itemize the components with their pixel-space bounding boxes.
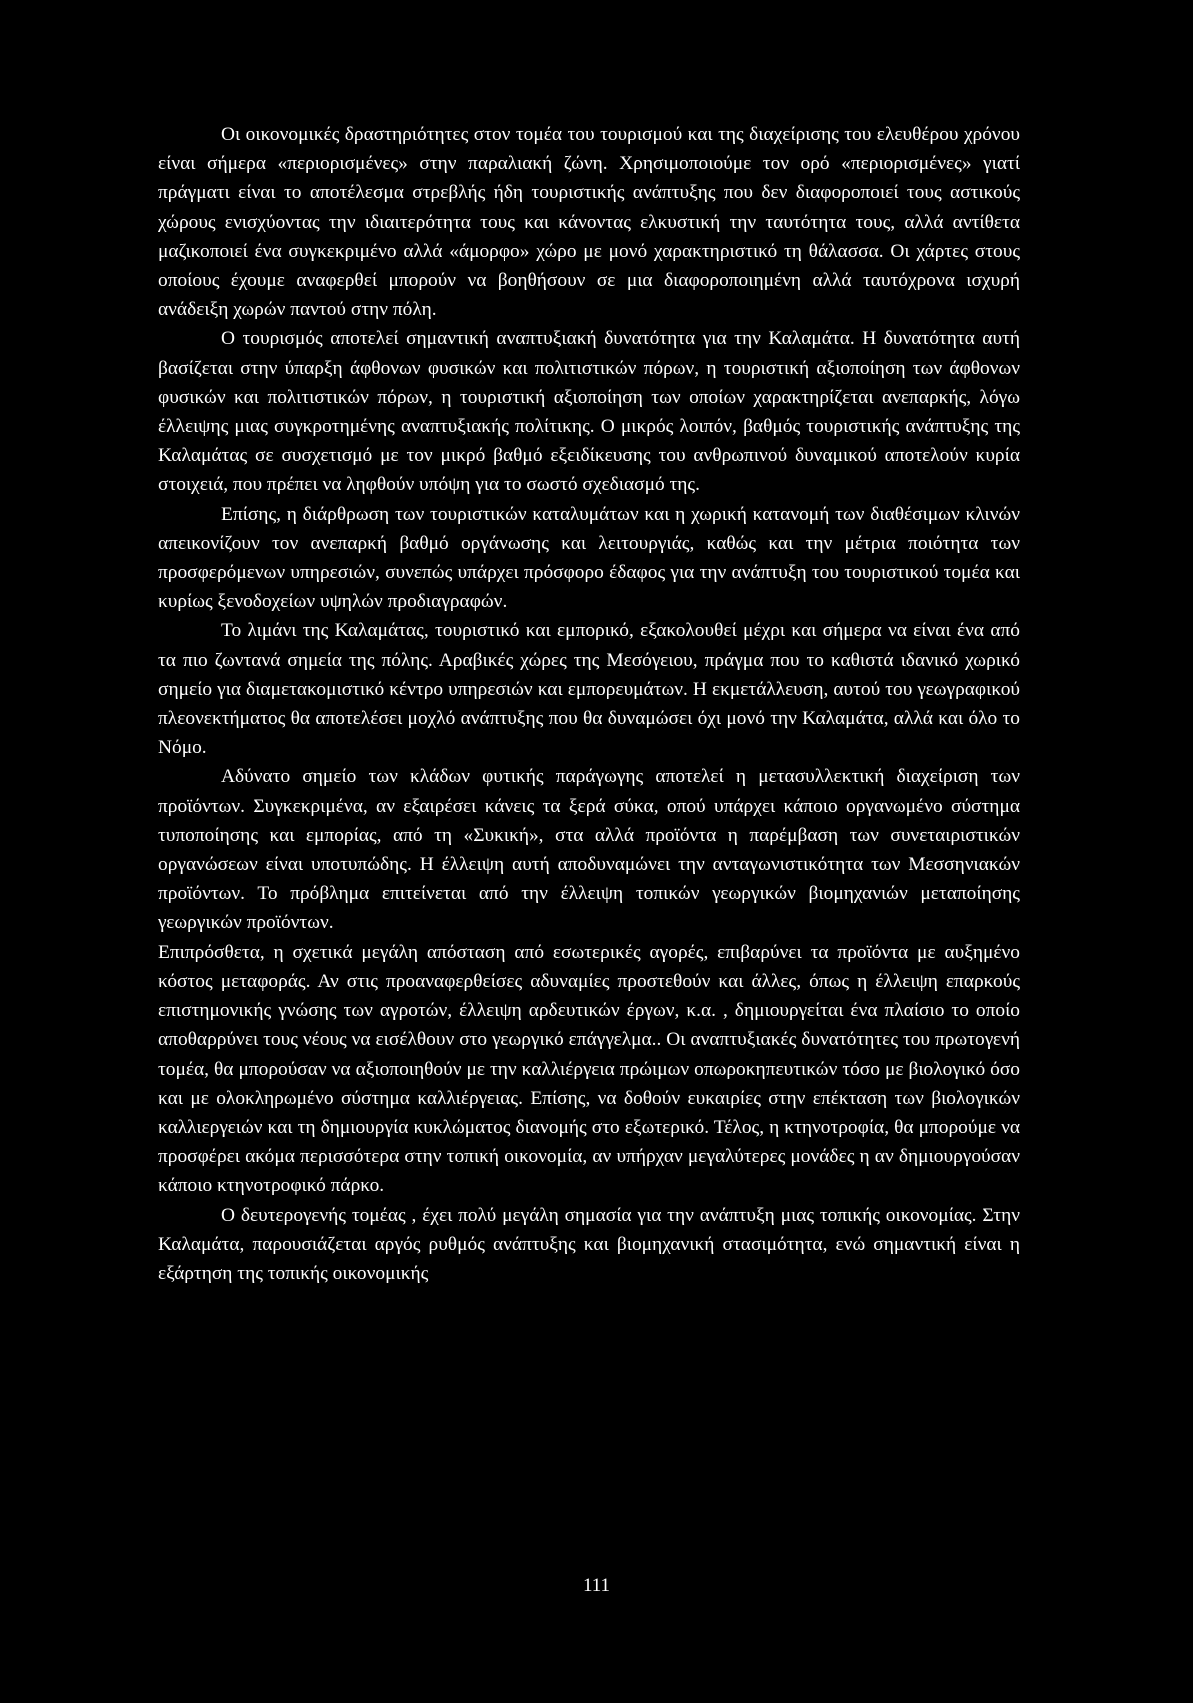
paragraph-additional-weaknesses: Επιπρόσθετα, η σχετικά μεγάλη απόσταση από εσωτερικές αγορές, επιβαρύνει τα προϊόντα με αυξημένο κόστος μεταφοράς. Αν στις προαναφερθείσες αδυναμίες προστεθούν και άλλες, όπως η έλλειψη επαρκούς επιστημονικής γνώσης των αγροτών, έλλειψη αρδευτικών έργων, κ.α. , δημιουργείται ένα πλαίσιο το οποίο αποθαρρύνει τους νέους να εισέλθουν στο γεωργικό επάγγελμα.. Οι αναπτυξιακές δυνατότητες του πρωτογενή τομέα, θα μπορούσαν να αξιοποιηθούν με την καλλιέργεια πρώιμων οπωροκηπευτικών τόσο με βιολογικό όσο και με ολοκληρωμένο σύστημα καλλιέργειας. Επίσης, να δοθούν ευκαιρίες στην επέκταση των βιολογικών καλλιεργειών και τη δημιουργία κυκλώματος διανομής στο εξωτερικό. Τέλος, η κτηνοτροφία, θα μπορούμε να προσφέρει ακόμα περισσότερα στην τοπική οικονομία, αν υπήρχαν μεγαλύτερες μονάδες η αν δημιουργούσαν κάποιο κτηνοτροφικό πάρκο. — [158, 941, 1020, 1197]
paragraph-tourism-activities: Οι οικονομικές δραστηριότητες στον τομέα του τουρισμού και της διαχείρισης του ελευθέρου χρόνου είναι σήμερα «περιορισμένες» στην παραλιακή ζώνη. Χρησιμοποιούμε τον ορό «περιορισμένες» γιατί πράγματι είναι το αποτέλεσμα στρεβλής ήδη τουριστικής ανάπτυξης που δεν διαφοροποιεί τους αστικούς χώρους ενισχύοντας την ιδιαιτερότητα τους και κάνοντας ελκυστική την ταυτότητα τους, αλλά αντίθετα μαζικοποιεί ένα συγκεκριμένο αλλά «άμορφο» χώρο με μονό χαρακτηριστικό τη θάλασσα. Οι χάρτες στους οποίους έχουμε αναφερθεί μπορούν να βοηθήσουν σε μια διαφοροποιημένη αλλά ταυτόχρονα ισχυρή ανάδειξη χωρών παντού στην πόλη. — [158, 124, 1020, 321]
document-body — [158, 120, 1020, 1288]
paragraph-tourism-potential: Ο τουρισμός αποτελεί σημαντική αναπτυξιακή δυνατότητα για την Καλαμάτα. Η δυνατότητα αυτή βασίζεται στην ύπαρξη άφθονων φυσικών και πολιτιστικών πόρων, η τουριστική αξιοποίηση των άφθονων φυσικών και πολιτιστικών πόρων, η τουριστική αξιοποίηση των οποίων χαρακτηρίζεται ανεπαρκής, λόγω έλλειψης μιας συγκροτημένης αναπτυξιακής πολίτικης. Ο μικρός λοιπόν, βαθμός τουριστικής ανάπτυξης της Καλαμάτας σε συσχετισμό με τον μικρό βαθμό εξειδίκευσης του ανθρωπινού δυναμικού αποτελούν κυρία στοιχειά, που πρέπει να ληφθούν υπόψη για το σωστό σχεδιασμό της. — [158, 328, 1020, 496]
paragraph-secondary-sector: Ο δευτερογενής τομέας , έχει πολύ μεγάλη σημασία για την ανάπτυξη μιας τοπικής οικονομίας. Στην Καλαμάτα, παρουσιάζεται αργός ρυθμός ανάπτυξης και βιομηχανική στασιμότητα, ενώ σημαντική είναι η εξάρτηση της τοπικής οικονομικής — [158, 1204, 1020, 1284]
paragraph-port: Το λιμάνι της Καλαμάτας, τουριστικό και εμπορικό, εξακολουθεί μέχρι και σήμερα να είναι ένα από τα πιο ζωντανά σημεία της πόλης. Αραβικές χώρες της Μεσόγειου, πράγμα που το καθιστά ιδανικό χωρικό σημείο για διαμετακομιστικό κέντρο υπηρεσιών και εμπορευμάτων. Η εκμετάλλευση, αυτού του γεωγραφικού πλεονεκτήματος θα αποτελέσει μοχλό ανάπτυξης που θα δυναμώσει όχι μονό την Καλαμάτα, αλλά και όλο το Νόμο. — [158, 620, 1020, 759]
paragraph-crop-production: Αδύνατο σημείο των κλάδων φυτικής παράγωγης αποτελεί η μετασυλλεκτική διαχείριση των προϊόντων. Συγκεκριμένα, αν εξαιρέσει κάνεις τα ξερά σύκα, οπού υπάρχει κάποιο οργανωμένο σύστημα τυποποίησης και εμπορίας, από τη «Συκική», στα αλλά προϊόντα η παρέμβαση των συνεταιριστικών οργανώσεων είναι υποτυπώδης. Η έλλειψη αυτή αποδυναμώνει την ανταγωνιστικότητα των Μεσσηνιακών προϊόντων. Το πρόβλημα επιτείνεται από την έλλειψη τοπικών γεωργικών βιομηχανιών μεταποίησης γεωργικών προϊόντων. — [158, 766, 1020, 934]
page-number: 111 — [582, 1575, 611, 1596]
paragraph-accommodation: Επίσης, η διάρθρωση των τουριστικών καταλυμάτων και η χωρική κατανομή των διαθέσιμων κλινών απεικονίζουν τον ανεπαρκή βαθμό οργάνωσης και λειτουργιάς, καθώς και την μέτρια ποιότητα των προσφερόμενων υπηρεσιών, συνεπώς υπάρχει πρόσφορο έδαφος για την ανάπτυξη του τουριστικού τομέα και κυρίως ξενοδοχείων υψηλών προδιαγραφών. — [158, 503, 1020, 613]
